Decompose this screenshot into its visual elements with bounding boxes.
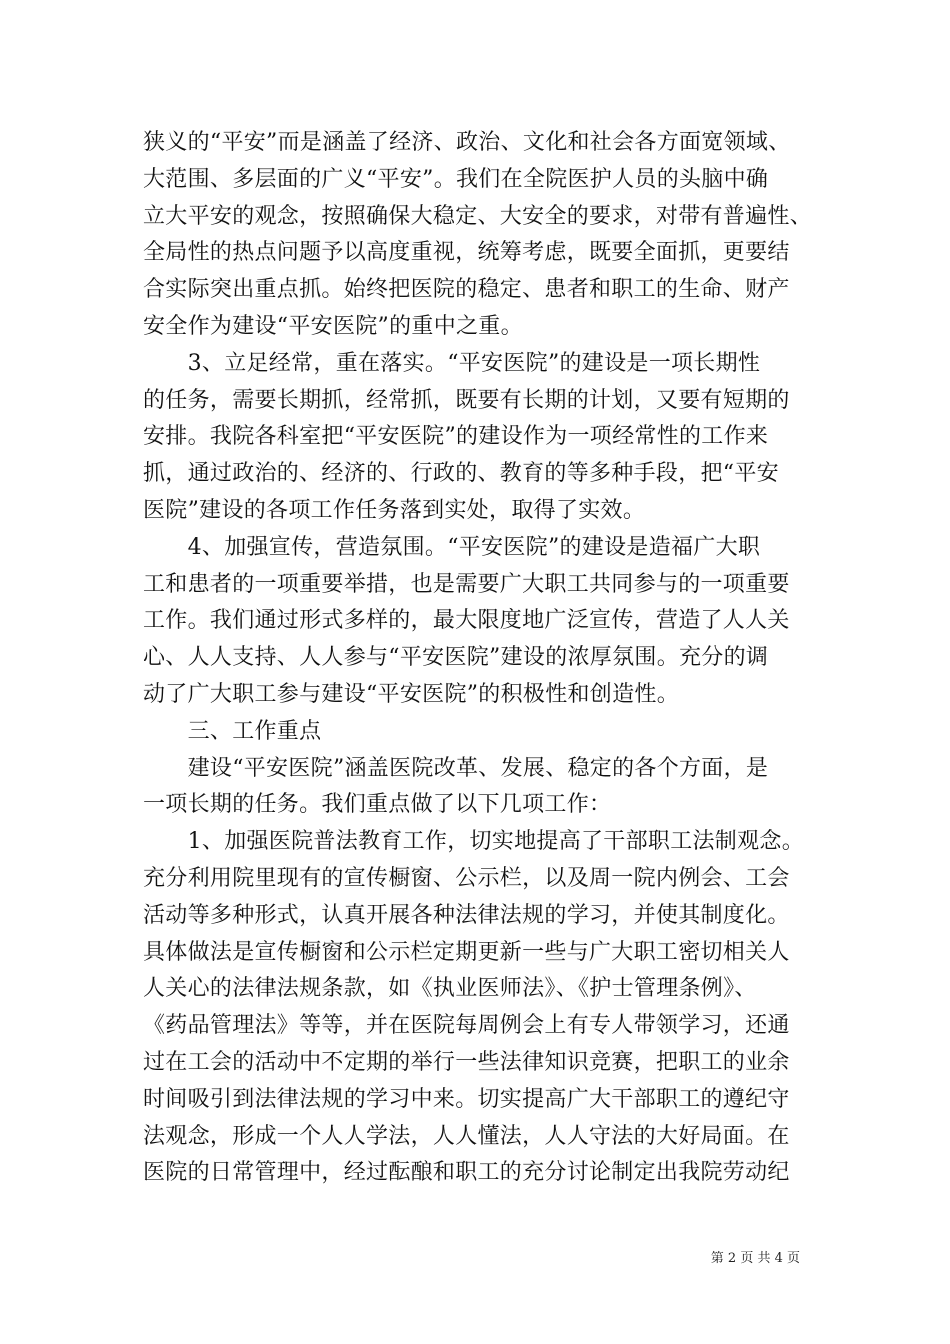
text-line: 立大平安的观念，按照确保大稳定、大安全的要求，对带有普遍性、 [143, 203, 813, 229]
text-line: 医院的日常管理中，经过酝酿和职工的充分讨论制定出我院劳动纪 [143, 1160, 790, 1186]
section-heading: 三、工作重点 [143, 718, 322, 744]
text-line: 抓，通过政治的、经济的、行政的、教育的等多种手段，把“平安 [143, 461, 779, 487]
text-line: 4、加强宣传，营造氛围。“平安医院”的建设是造福广大职 [143, 534, 761, 560]
page-number-footer: 第 2 页 共 4 页 [710, 1251, 800, 1266]
text-line: 的任务，需要长期抓，经常抓，既要有长期的计划，又要有短期的 [143, 387, 790, 413]
text-line: 《药品管理法》等等，并在医院每周例会上有专人带领学习，还通 [143, 1013, 790, 1039]
text-line: 全局性的热点问题予以高度重视，统筹考虑，既要全面抓，更要结 [143, 240, 790, 266]
text-line: 人关心的法律法规条款，如《执业医师法》、《护士管理条例》、 [143, 976, 757, 1002]
text-line: 安排。我院各科室把“平安医院”的建设作为一项经常性的工作来 [143, 424, 769, 450]
text-line: 一项长期的任务。我们重点做了以下几项工作： [143, 792, 612, 818]
text-line: 医院”建设的各项工作任务落到实处，取得了实效。 [143, 497, 646, 523]
text-line: 安全作为建设“平安医院”的重中之重。 [143, 313, 523, 339]
text-line: 狭义的“平安”而是涵盖了经济、政治、文化和社会各方面宽领域、 [143, 130, 791, 155]
text-line: 动了广大职工参与建设“平安医院”的积极性和创造性。 [143, 681, 679, 707]
text-line: 建设“平安医院”涵盖医院改革、发展、稳定的各个方面，是 [143, 755, 769, 781]
text-line: 合实际突出重点抓。始终把医院的稳定、患者和职工的生命、财产 [143, 277, 790, 303]
text-line: 过在工会的活动中不定期的举行一些法律知识竞赛，把职工的业余 [143, 1049, 790, 1075]
text-line: 法观念，形成一个人人学法，人人懂法，人人守法的大好局面。在 [143, 1123, 790, 1149]
document-body [143, 125, 823, 1192]
text-line: 充分利用院里现有的宣传橱窗、公示栏，以及周一院内例会、工会 [143, 865, 790, 891]
text-line: 心、人人支持、人人参与“平安医院”建设的浓厚氛围。充分的调 [143, 645, 769, 671]
text-line: 工作。我们通过形式多样的，最大限度地广泛宣传，营造了人人关 [143, 608, 790, 634]
text-line: 时间吸引到法律法规的学习中来。切实提高广大干部职工的遵纪守 [143, 1086, 790, 1112]
text-line: 1、加强医院普法教育工作，切实地提高了干部职工法制观念。 [143, 829, 804, 855]
text-line: 活动等多种形式，认真开展各种法律法规的学习，并使其制度化。 [143, 902, 790, 928]
text-line: 大范围、多层面的广义“平安”。我们在全院医护人员的头脑中确 [143, 166, 769, 192]
text-line: 3、立足经常，重在落实。“平安医院”的建设是一项长期性 [143, 350, 761, 376]
text-line: 工和患者的一项重要举措，也是需要广大职工共同参与的一项重要 [143, 571, 790, 597]
text-line: 具体做法是宣传橱窗和公示栏定期更新一些与广大职工密切相关人 [143, 939, 790, 965]
